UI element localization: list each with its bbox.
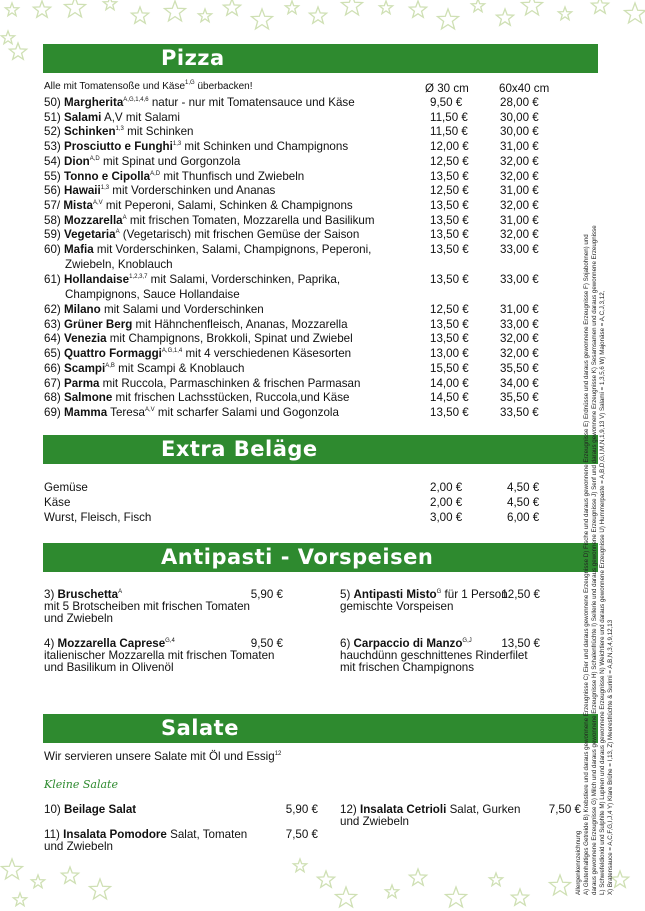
pizza-item (44, 214, 375, 228)
pizza-item-name: Margherita (64, 96, 124, 109)
pizza-price-30: 14,50 € (430, 391, 469, 405)
pizza-item-number: 55) (44, 169, 61, 183)
star-icon (31, 875, 44, 888)
allergen-legend (575, 45, 615, 895)
antipasti-item-name: Antipasti Misto (353, 588, 437, 601)
pizza-item-description: mit frischen Lachsstücken, Ruccola,und Käse (112, 391, 350, 405)
star-icon (1, 31, 14, 44)
allergen-line: A) Glutenhaltiges Getreide B) Krebstiere und daraus gewonnene Erzeugnisse C) Eier und daraus gewonnene Erzeugnisse D) Fische und daraus gewonnene Erzeugnisse E) Erdnüsse und daraus gewonnene Erzeugnisse F) Sojabohnen) und (583, 234, 590, 895)
pizza-item-name: Scampi (64, 361, 106, 375)
pizza-item-number: 51) (44, 110, 61, 124)
pizza-item-description: mit Salami, Vorderschinken, Paprika, (147, 273, 341, 286)
pizza-price-30: 13,50 € (430, 332, 469, 346)
salat-item-description: Salat, Gurken (446, 803, 521, 816)
pizza-item (44, 347, 351, 361)
pizza-price-60x40: 31,00 € (500, 303, 539, 316)
pizza-item-description: (Vegetarisch) mit frischen Gemüse der Saison (119, 228, 360, 242)
extra-item-name: Wurst, Fleisch, Fisch (44, 511, 152, 524)
pizza-item-description: mit Salami und Vorderschinken (100, 303, 264, 316)
pizza-price-30: 12,50 € (430, 303, 469, 316)
pizza-item-name: Venezia (64, 332, 107, 346)
salat-price: 7,50 € (285, 828, 318, 841)
salat-item-number: 10) (44, 803, 61, 816)
pizza-price-30: 9,50 € (430, 96, 463, 109)
pizza-item-number: 68) (44, 391, 61, 405)
kleine-salate-subheading: Kleine Salate (44, 778, 118, 791)
pizza-item-description: mit frischen Tomaten, Mozzarella und Basilikum (126, 213, 375, 227)
star-icon (438, 9, 459, 29)
antipasti-price: 5,90 € (250, 588, 283, 601)
salate-section-header (43, 714, 598, 743)
star-icon (625, 3, 645, 23)
pizza-price-30: 13,50 € (430, 243, 469, 256)
star-icon (558, 7, 571, 20)
pizza-item-name: Mamma (64, 405, 108, 419)
pizza-item (44, 170, 304, 184)
pizza-item-allergens: A,G,1,4 (161, 348, 183, 355)
pizza-price-60x40: 35,50 € (500, 391, 539, 405)
antipasti-price: 13,50 € (501, 637, 540, 650)
pizza-item-description: Teresa (107, 405, 145, 419)
star-icon (61, 867, 78, 883)
salat-item-name: Insalata Pomodore (63, 828, 167, 841)
antipasti-item-allergens: G (436, 589, 442, 595)
star-icon (489, 873, 502, 886)
pizza-price-30: 13,50 € (430, 198, 469, 212)
extra-price-60x40: 4,50 € (507, 496, 540, 509)
pizza-item-description: mit Vorderschinken, Salami, Champignons, Peperoni, (93, 243, 372, 256)
pizza-item (44, 243, 371, 257)
pizza-item-number: 61) (44, 273, 61, 286)
pizza-item (44, 184, 275, 198)
pizza-price-30: 13,50 € (430, 169, 469, 183)
pizza-item-number: 56) (44, 184, 61, 198)
pizza-item-number: 65) (44, 347, 61, 361)
pizza-item (44, 140, 348, 154)
antipasti-price: 9,50 € (250, 637, 283, 650)
pizza-item-description: A,V mit Salami (101, 110, 180, 124)
pizza-price-60x40: 30,00 € (500, 110, 539, 124)
pizza-item-number: 50) (44, 96, 61, 109)
pizza-item-number: 58) (44, 213, 61, 227)
extra-item-name: Käse (44, 496, 71, 509)
pizza-item-allergens: A (115, 229, 120, 236)
pizza-item-description: mit scharfer Salami und Gogonzola (154, 405, 339, 419)
pizza-item (44, 111, 180, 125)
pizza-item-number: 54) (44, 154, 61, 168)
star-icon (90, 879, 111, 899)
pizza-price-60x40: 33,00 € (500, 273, 539, 286)
pizza-item (44, 155, 240, 169)
pizza-item (44, 199, 353, 213)
pizza-item (44, 303, 264, 317)
pizza-item-number: 52) (44, 125, 61, 139)
salat-item-name: Beilage Salat (64, 803, 137, 816)
star-icon (309, 7, 326, 23)
pizza-item-allergens: A,B (105, 362, 115, 369)
antipasti-item-number: 6) (340, 637, 351, 650)
pizza-item-description-cont: Champignons, Sauce Hollandaise (65, 288, 240, 301)
salat-price: 7,50 € (548, 803, 581, 816)
pizza-item-description: mit Schinken und Champignons (181, 140, 349, 154)
star-icon (198, 9, 211, 22)
pizza-item-description: mit Schinken (123, 125, 194, 139)
pizza-item-name: Hollandaise (64, 273, 130, 286)
pizza-item-allergens: A (122, 214, 127, 221)
salat-price: 5,90 € (285, 803, 318, 816)
pizza-item (44, 125, 193, 139)
pizza-price-60x40: 30,00 € (500, 125, 539, 139)
star-icon (446, 887, 467, 907)
pizza-item-number: 66) (44, 361, 61, 375)
antipasti-item-description: und Zwiebeln (44, 612, 113, 625)
pizza-item-number: 69) (44, 405, 61, 419)
pizza-item-name: Tonno e Cipolla (64, 169, 151, 183)
allergen-line: X) Bratensauce = A,C,F,G,I,J,4 Y) Klare Brühe = I,13, Z) Meeresfrüchte & Surimi = A,B,N,3,4,9,12,13 (607, 619, 614, 895)
salat-item (44, 803, 136, 817)
pizza-item-allergens: A,V (144, 406, 155, 413)
pizza-item-name: Mozzarella (64, 213, 123, 227)
star-icon (13, 893, 26, 906)
antipasti-item-description: hauchdünn geschnittenes Rinderfilet (340, 649, 528, 662)
pizza-price-60x40: 32,00 € (500, 228, 539, 242)
pizza-item-name: Grüner Berg (64, 317, 133, 331)
star-icon (223, 0, 240, 15)
star-icon (317, 871, 334, 887)
antipasti-section-header (43, 543, 598, 572)
star-icon (409, 1, 426, 17)
antipasti-item-description: italienischer Mozzarella mit frischen Tomaten (44, 649, 275, 662)
salat-item-description: Salat, Tomaten (166, 828, 248, 841)
pizza-item-description-cont: Zwiebeln, Knoblauch (65, 258, 173, 271)
pizza-item-number: 57/ (44, 198, 61, 212)
pizza-item (44, 273, 340, 287)
star-icon (131, 7, 148, 23)
pizza-item-description: mit 4 verschiedenen Käsesorten (182, 347, 352, 361)
pizza-item-description: mit Hähnchenfleisch, Ananas, Mozzarella (132, 317, 348, 331)
pizza-item-number: 67) (44, 376, 61, 390)
star-icon (336, 887, 357, 907)
pizza-price-30: 12,50 € (430, 154, 469, 168)
antipasti-item-allergens: A (118, 589, 123, 595)
pizza-price-30: 12,00 € (430, 140, 469, 154)
pizza-price-30: 11,50 € (430, 125, 468, 139)
pizza-item-name: Parma (64, 376, 100, 390)
pizza-item-allergens: 1,2,3,7 (129, 274, 148, 280)
antipasti-item-allergens: G,4 (165, 638, 175, 644)
antipasti-item-description: und Basilikum in Olivenöl (44, 661, 174, 674)
extra-title: Extra Beläge (161, 437, 318, 461)
pizza-price-30: 13,50 € (430, 228, 469, 242)
pizza-item-name: Schinken (64, 125, 116, 139)
pizza-price-60x40: 33,50 € (500, 405, 539, 419)
antipasti-item-number: 5) (340, 588, 351, 601)
salate-title: Salate (161, 716, 239, 740)
antipasti-item-extra: für 1 Person (441, 588, 508, 601)
pizza-item (44, 377, 360, 391)
pizza-price-30: 11,50 € (430, 110, 468, 124)
pizza-item (44, 228, 359, 242)
star-icon (252, 9, 273, 29)
pizza-price-30: 13,50 € (430, 213, 469, 227)
allergen-line: L) Schwefeldioxid und Sulphite M) Lupinen und daraus gewonnene Erzeugnisse N) Weichtiere und daraus gewonnene Erzeugnisse U) Hummerpaste = A,B,D,G,I,M,N,1,9,13 V) Salami = 1,3,5,6 W) Majonäse = A,C,J,3,12, (599, 290, 606, 895)
pizza-item-name: Vegetaria (64, 228, 116, 242)
pizza-item-name: Mafia (64, 243, 94, 256)
allergen-line: Allergenkennzeichnung (575, 830, 582, 895)
star-icon (409, 869, 426, 885)
pizza-price-60x40: 35,50 € (500, 361, 539, 375)
pizza-item-number: 60) (44, 243, 61, 256)
pizza-price-30: 13,50 € (430, 273, 469, 286)
pizza-item-description: mit Champignons, Brokkoli, Spinat und Zwiebel (106, 332, 353, 346)
pizza-item-allergens: A,D (89, 155, 100, 162)
star-icon (5, 3, 18, 16)
pizza-item (44, 391, 349, 405)
star-icon (9, 43, 26, 59)
pizza-price-30: 13,50 € (430, 317, 469, 331)
pizza-item (44, 406, 339, 420)
pizza-item (44, 332, 353, 346)
extra-price-30: 2,00 € (430, 481, 463, 494)
pizza-price-30: 13,50 € (430, 405, 469, 419)
extra-section-header (43, 435, 598, 464)
allergen-line: daraus gewonnene Erzeugnisse G) Milch und daraus gewonnene Erzeugnisse H) Schalenfrüchte I) Sellerie und daraus gewonnene Erzeugnisse J) Senf und daraus gewonnene Erzeugnisse K) Sesamsamen und daraus gewonnene Erzeugnisse (591, 225, 598, 895)
star-icon (33, 1, 50, 17)
antipasti-item-allergens: G,J (462, 638, 472, 644)
antipasti-item-name: Carpaccio di Manzo (353, 637, 463, 650)
pizza-title: Pizza (161, 46, 225, 70)
star-icon (471, 0, 484, 12)
star-icon (103, 0, 116, 10)
star-icon (165, 1, 186, 21)
pizza-item (44, 318, 348, 332)
pizza-item-description: mit Thunfisch und Zwiebeln (160, 169, 305, 183)
pizza-item-allergens: A,V (93, 199, 103, 206)
salat-item-description: und Zwiebeln (340, 815, 409, 828)
salat-item-name: Insalata Cetrioli (360, 803, 447, 816)
pizza-price-60x40: 31,00 € (500, 213, 539, 227)
pizza-price-60x40: 28,00 € (500, 96, 539, 109)
pizza-col-size-60x40: 60x40 cm (499, 82, 550, 95)
pizza-section-header (43, 44, 598, 73)
star-icon (591, 0, 608, 13)
pizza-item-name: Salmone (64, 391, 113, 405)
pizza-item-name: Salami (64, 110, 102, 124)
antipasti-item-name: Mozzarella Caprese (57, 637, 166, 650)
star-icon (2, 859, 23, 879)
extra-item-name: Gemüse (44, 481, 88, 494)
pizza-item-name: Hawaii (64, 184, 101, 198)
pizza-item (44, 362, 244, 376)
star-icon (342, 0, 363, 15)
antipasti-item-number: 4) (44, 637, 55, 650)
pizza-price-60x40: 34,00 € (500, 376, 539, 390)
salate-intro: Wir servieren unsere Salate mit Öl und Essig$^{12}$ (44, 750, 282, 763)
extra-price-60x40: 4,50 € (507, 481, 540, 494)
star-icon (285, 1, 298, 14)
pizza-item-number: 59) (44, 228, 61, 242)
antipasti-item-number: 3) (44, 588, 55, 601)
antipasti-item-description: mit frischen Champignons (340, 661, 475, 674)
star-icon (496, 9, 513, 25)
pizza-price-60x40: 32,00 € (500, 332, 539, 346)
pizza-item-number: 62) (44, 303, 61, 316)
salat-item-description: und Zwiebeln (44, 840, 113, 853)
pizza-price-60x40: 32,00 € (500, 198, 539, 212)
pizza-item-number: 64) (44, 332, 61, 346)
pizza-item-allergens: A,D (150, 170, 161, 177)
star-icon (550, 875, 571, 895)
salat-item-number: 12) (340, 803, 357, 816)
pizza-item-description: mit Ruccola, Parmaschinken & frischen Parmasan (99, 376, 361, 390)
pizza-price-30: 15,50 € (430, 361, 469, 375)
salat-item-number: 11) (44, 828, 60, 841)
star-icon (385, 885, 398, 898)
antipasti-item-description: gemischte Vorspeisen (340, 600, 454, 613)
star-icon (65, 0, 86, 17)
star-icon (293, 859, 306, 872)
pizza-item-number: 63) (44, 317, 61, 331)
star-icon (522, 0, 543, 15)
pizza-price-30: 12,50 € (430, 184, 469, 198)
antipasti-item-name: Bruschetta (57, 588, 119, 601)
pizza-price-30: 14,00 € (430, 376, 469, 390)
pizza-price-60x40: 32,00 € (500, 347, 539, 361)
extra-price-30: 3,00 € (430, 511, 463, 524)
pizza-item-description: mit Scampi & Knoblauch (114, 361, 245, 375)
pizza-price-60x40: 32,00 € (500, 169, 539, 183)
pizza-item-description: natur - nur mit Tomatensauce und Käse (148, 96, 355, 109)
pizza-col-size-30: Ø 30 cm (425, 82, 469, 95)
pizza-item-name: Dion (64, 154, 90, 168)
pizza-item-allergens: 1,3 (115, 126, 124, 133)
pizza-item-description: mit Vorderschinken und Ananas (109, 184, 276, 198)
pizza-price-30: 13,00 € (430, 347, 469, 361)
pizza-item-number: 53) (44, 140, 61, 154)
pizza-item (44, 96, 355, 110)
pizza-item-name: Quattro Formaggi (64, 347, 162, 361)
pizza-item-allergens: 1,3 (100, 185, 110, 192)
star-icon (379, 1, 392, 14)
pizza-price-60x40: 31,00 € (500, 184, 539, 198)
antipasti-price: 12,50 € (501, 588, 540, 601)
pizza-price-60x40: 33,00 € (500, 243, 539, 256)
star-icon (511, 889, 528, 905)
pizza-item-name: Milano (64, 303, 101, 316)
pizza-item-name: Mista (63, 198, 93, 212)
pizza-item-allergens: 1,3 (172, 141, 182, 148)
pizza-price-60x40: 32,00 € (500, 154, 539, 168)
extra-price-60x40: 6,00 € (507, 511, 540, 524)
pizza-item-allergens: A,G,1,4,6 (123, 97, 149, 103)
extra-price-30: 2,00 € (430, 496, 463, 509)
pizza-price-60x40: 33,00 € (500, 317, 539, 331)
pizza-item-description: mit Spinat und Gorgonzola (99, 154, 241, 168)
pizza-item-description: mit Peperoni, Salami, Schinken & Champignons (102, 198, 353, 212)
pizza-price-60x40: 31,00 € (500, 140, 539, 154)
pizza-item-name: Prosciutto e Funghi (64, 140, 173, 154)
pizza-intro: Alle mit Tomatensoße und Käse$^{1,G}$ überbacken! (44, 80, 253, 92)
antipasti-item-description: mit 5 Brotscheiben mit frischen Tomaten (44, 600, 250, 613)
antipasti-title: Antipasti - Vorspeisen (161, 545, 434, 569)
